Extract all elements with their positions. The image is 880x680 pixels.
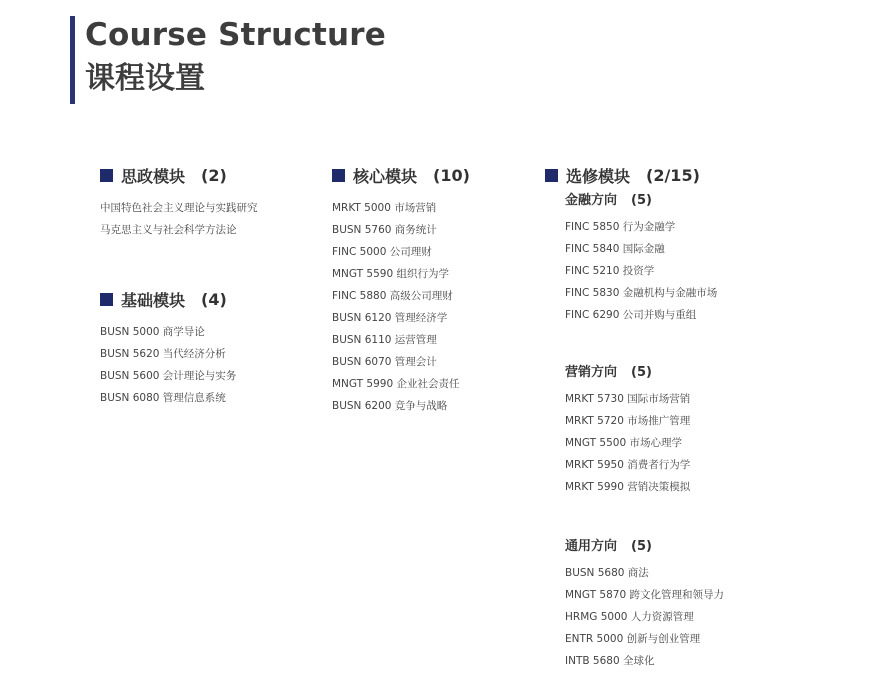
module-xuanxiu [545, 164, 700, 186]
track-general [565, 536, 724, 672]
module-header [545, 164, 700, 186]
course-item: MNGT 5990 企业社会责任 [332, 378, 460, 390]
course-item: MRKT 5990 营销决策模拟 [565, 481, 691, 493]
module-name: 基础模块 [121, 290, 186, 310]
course-item: MNGT 5870 跨文化管理和领导力 [565, 589, 724, 601]
track-header [565, 190, 717, 212]
course-list [565, 388, 690, 498]
course-item: MRKT 5950 消费者行为学 [565, 459, 691, 471]
course-item: FINC 6290 公司并购与重组 [565, 309, 697, 321]
course-item: MRKT 5720 市场推广管理 [565, 415, 691, 427]
module-header [332, 164, 470, 186]
module-count: (2) [201, 165, 227, 185]
module-hexin [332, 164, 470, 417]
module-count: (4) [201, 289, 227, 309]
course-item: 马克思主义与社会科学方法论 [100, 224, 237, 236]
course-item: FINC 5000 公司理财 [332, 246, 432, 258]
square-bullet-icon [332, 169, 345, 182]
course-item: BUSN 6110 运营管理 [332, 334, 437, 346]
course-item: INTB 5680 全球化 [565, 655, 655, 667]
module-sizheng [100, 164, 258, 241]
track-marketing [565, 362, 690, 498]
course-item: 中国特色社会主义理论与实践研究 [100, 202, 258, 214]
course-list [100, 321, 236, 409]
course-item: MRKT 5730 国际市场营销 [565, 393, 691, 405]
track-name: 金融方向 [565, 193, 618, 208]
course-item: BUSN 5600 会计理论与实务 [100, 370, 237, 382]
track-finance [565, 190, 717, 326]
course-list [100, 197, 258, 241]
course-item: MNGT 5590 组织行为学 [332, 268, 449, 280]
track-header [565, 536, 724, 558]
module-jichu [100, 288, 236, 409]
track-count: (5) [631, 365, 652, 380]
course-item: BUSN 5000 商学导论 [100, 326, 205, 338]
course-item: FINC 5850 行为金融学 [565, 221, 676, 233]
course-item: BUSN 5620 当代经济分析 [100, 348, 226, 360]
course-item: HRMG 5000 人力资源管理 [565, 611, 694, 623]
course-item: BUSN 5760 商务统计 [332, 224, 437, 236]
course-item: FINC 5880 高级公司理财 [332, 290, 453, 302]
course-item: BUSN 6070 管理会计 [332, 356, 437, 368]
track-name: 通用方向 [565, 539, 618, 554]
course-item: BUSN 5680 商法 [565, 567, 649, 579]
square-bullet-icon [100, 169, 113, 182]
module-count: (2/15) [646, 165, 700, 185]
page-title-block [70, 16, 386, 104]
course-list [565, 216, 717, 326]
module-name: 选修模块 [566, 166, 631, 186]
course-item: BUSN 6080 管理信息系统 [100, 392, 226, 404]
course-item: MNGT 5500 市场心理学 [565, 437, 682, 449]
course-item: ENTR 5000 创新与创业管理 [565, 633, 701, 645]
track-count: (5) [631, 193, 652, 208]
module-name: 思政模块 [121, 166, 186, 186]
module-count: (10) [433, 165, 470, 185]
course-item: BUSN 6120 管理经济学 [332, 312, 448, 324]
square-bullet-icon [100, 293, 113, 306]
track-count: (5) [631, 539, 652, 554]
course-item: FINC 5830 金融机构与金融市场 [565, 287, 718, 299]
module-header [100, 288, 236, 310]
course-item: FINC 5210 投资学 [565, 265, 655, 277]
module-name: 核心模块 [353, 166, 418, 186]
module-header [100, 164, 258, 186]
square-bullet-icon [545, 169, 558, 182]
course-item: FINC 5840 国际金融 [565, 243, 665, 255]
course-item: BUSN 6200 竞争与战略 [332, 400, 448, 412]
page-title-en: Course Structure [85, 17, 386, 53]
course-list [565, 562, 724, 672]
track-name: 营销方向 [565, 365, 618, 380]
track-header [565, 362, 690, 384]
course-item: MRKT 5000 市场营销 [332, 202, 437, 214]
course-list [332, 197, 470, 417]
page-title-cn: 课程设置 [85, 61, 205, 96]
